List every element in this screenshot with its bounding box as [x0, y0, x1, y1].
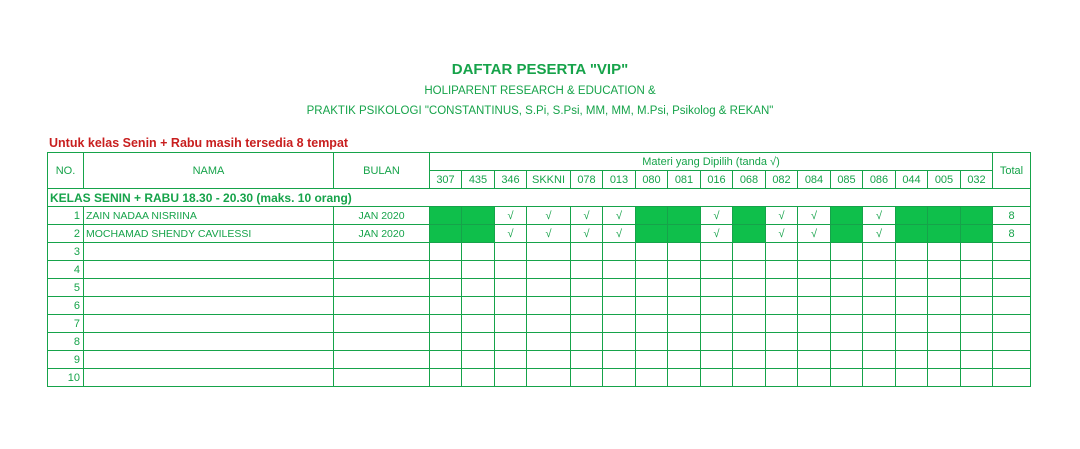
filled-cell [462, 207, 495, 225]
empty-cell [668, 243, 701, 261]
empty-cell [896, 333, 928, 351]
check-mark: √ [495, 225, 527, 243]
empty-cell [896, 261, 928, 279]
empty-cell [896, 279, 928, 297]
empty-cell [571, 243, 603, 261]
empty-cell [798, 243, 831, 261]
empty-cell [430, 351, 462, 369]
empty-cell [462, 261, 495, 279]
empty-cell [961, 297, 993, 315]
code-header-cell: 016 [701, 171, 733, 189]
empty-cell [527, 243, 571, 261]
empty-cell [831, 315, 863, 333]
empty-cell [636, 243, 668, 261]
row-number: 1 [48, 207, 84, 225]
row-total [993, 279, 1031, 297]
table-row [48, 279, 1031, 297]
empty-cell [462, 315, 495, 333]
participant-name [84, 333, 334, 351]
empty-cell [733, 279, 766, 297]
check-mark: √ [798, 225, 831, 243]
table-row [48, 297, 1031, 315]
empty-cell [831, 261, 863, 279]
empty-cell [961, 261, 993, 279]
empty-cell [798, 333, 831, 351]
row-number: 3 [48, 243, 84, 261]
empty-cell [636, 315, 668, 333]
empty-cell [733, 369, 766, 387]
empty-cell [668, 333, 701, 351]
header-name: NAMA [84, 153, 334, 189]
filled-cell [928, 225, 961, 243]
empty-cell [462, 297, 495, 315]
empty-cell [961, 369, 993, 387]
empty-cell [603, 261, 636, 279]
code-header-cell: 086 [863, 171, 896, 189]
participant-name [84, 369, 334, 387]
empty-cell [495, 333, 527, 351]
empty-cell [961, 351, 993, 369]
filled-cell [636, 207, 668, 225]
empty-cell [798, 351, 831, 369]
empty-cell [495, 243, 527, 261]
code-header-cell: 081 [668, 171, 701, 189]
filled-cell [961, 207, 993, 225]
empty-cell [928, 315, 961, 333]
empty-cell [527, 333, 571, 351]
check-mark: √ [863, 207, 896, 225]
empty-cell [863, 243, 896, 261]
empty-cell [636, 333, 668, 351]
participant-name: MOCHAMAD SHENDY CAVILESSI [84, 225, 334, 243]
participant-month [334, 351, 430, 369]
participant-table [47, 152, 1031, 387]
row-total [993, 261, 1031, 279]
check-mark: √ [603, 225, 636, 243]
empty-cell [462, 243, 495, 261]
empty-cell [430, 243, 462, 261]
filled-cell [430, 207, 462, 225]
empty-cell [766, 297, 798, 315]
empty-cell [863, 261, 896, 279]
participant-month [334, 297, 430, 315]
filled-cell [733, 225, 766, 243]
row-number: 10 [48, 369, 84, 387]
filled-cell [733, 207, 766, 225]
participant-name [84, 297, 334, 315]
empty-cell [928, 279, 961, 297]
empty-cell [831, 351, 863, 369]
empty-cell [928, 261, 961, 279]
organizer-line-2: PRAKTIK PSIKOLOGI "CONSTANTINUS, S.Pi, S.Psi, MM, MM, M.Psi, Psikolog & REKAN" [306, 105, 774, 117]
participant-month [334, 279, 430, 297]
empty-cell [863, 297, 896, 315]
empty-cell [527, 315, 571, 333]
table-row [48, 261, 1031, 279]
table-row [48, 333, 1031, 351]
empty-cell [798, 261, 831, 279]
empty-cell [462, 351, 495, 369]
code-header-cell: 435 [462, 171, 495, 189]
check-mark: √ [701, 207, 733, 225]
empty-cell [701, 243, 733, 261]
empty-cell [701, 279, 733, 297]
check-mark: √ [863, 225, 896, 243]
empty-cell [928, 243, 961, 261]
empty-cell [733, 333, 766, 351]
empty-cell [571, 351, 603, 369]
empty-cell [668, 369, 701, 387]
row-total [993, 315, 1031, 333]
empty-cell [896, 297, 928, 315]
empty-cell [668, 261, 701, 279]
table-row [48, 243, 1031, 261]
empty-cell [430, 279, 462, 297]
empty-cell [701, 333, 733, 351]
empty-cell [928, 369, 961, 387]
empty-cell [603, 315, 636, 333]
empty-cell [495, 369, 527, 387]
empty-cell [961, 333, 993, 351]
empty-cell [831, 243, 863, 261]
empty-cell [430, 333, 462, 351]
empty-cell [527, 351, 571, 369]
empty-cell [701, 351, 733, 369]
code-header-cell: 346 [495, 171, 527, 189]
empty-cell [668, 297, 701, 315]
table-row [48, 315, 1031, 333]
row-number: 7 [48, 315, 84, 333]
filled-cell [928, 207, 961, 225]
code-header-cell: 032 [961, 171, 993, 189]
empty-cell [495, 297, 527, 315]
participant-name [84, 279, 334, 297]
table-row [48, 207, 1031, 225]
empty-cell [636, 279, 668, 297]
participant-name [84, 315, 334, 333]
empty-cell [766, 369, 798, 387]
empty-cell [896, 315, 928, 333]
check-mark: √ [701, 225, 733, 243]
empty-cell [430, 261, 462, 279]
empty-cell [798, 279, 831, 297]
empty-cell [527, 261, 571, 279]
empty-cell [798, 315, 831, 333]
row-total: 8 [993, 225, 1031, 243]
participant-name [84, 351, 334, 369]
empty-cell [863, 369, 896, 387]
empty-cell [430, 369, 462, 387]
empty-cell [668, 351, 701, 369]
empty-cell [733, 243, 766, 261]
empty-cell [636, 369, 668, 387]
participant-month [334, 333, 430, 351]
empty-cell [863, 315, 896, 333]
empty-cell [766, 279, 798, 297]
check-mark: √ [495, 207, 527, 225]
empty-cell [701, 261, 733, 279]
filled-cell [636, 225, 668, 243]
code-header-cell: 082 [766, 171, 798, 189]
header-materi: Materi yang Dipilih (tanda √) [430, 153, 993, 171]
table-row [48, 225, 1031, 243]
check-mark: √ [766, 225, 798, 243]
code-header-cell: 005 [928, 171, 961, 189]
empty-cell [831, 279, 863, 297]
empty-cell [571, 261, 603, 279]
code-header-cell: 084 [798, 171, 831, 189]
empty-cell [766, 261, 798, 279]
code-header-cell: SKKNI [527, 171, 571, 189]
organizer-line-1: HOLIPARENT RESEARCH & EDUCATION & [424, 85, 656, 97]
empty-cell [961, 279, 993, 297]
filled-cell [896, 207, 928, 225]
empty-cell [701, 315, 733, 333]
empty-cell [571, 297, 603, 315]
check-mark: √ [527, 207, 571, 225]
empty-cell [603, 369, 636, 387]
header-no: NO. [48, 153, 84, 189]
empty-cell [733, 261, 766, 279]
row-total [993, 333, 1031, 351]
row-number: 6 [48, 297, 84, 315]
empty-cell [863, 279, 896, 297]
filled-cell [831, 207, 863, 225]
row-number: 8 [48, 333, 84, 351]
empty-cell [603, 351, 636, 369]
row-number: 9 [48, 351, 84, 369]
code-header-cell: 307 [430, 171, 462, 189]
empty-cell [928, 351, 961, 369]
empty-cell [863, 333, 896, 351]
empty-cell [831, 333, 863, 351]
empty-cell [896, 369, 928, 387]
header-total: Total [993, 153, 1031, 189]
header-bulan: BULAN [334, 153, 430, 189]
filled-cell [668, 207, 701, 225]
empty-cell [961, 243, 993, 261]
check-mark: √ [766, 207, 798, 225]
empty-cell [668, 279, 701, 297]
participant-month: JAN 2020 [334, 207, 430, 225]
code-header-cell: 013 [603, 171, 636, 189]
empty-cell [603, 297, 636, 315]
row-total [993, 297, 1031, 315]
filled-cell [896, 225, 928, 243]
section-label: KELAS SENIN + RABU 18.30 - 20.30 (maks. 10 orang) [48, 189, 1031, 207]
empty-cell [863, 351, 896, 369]
row-total [993, 351, 1031, 369]
participant-month: JAN 2020 [334, 225, 430, 243]
participant-month [334, 369, 430, 387]
empty-cell [928, 297, 961, 315]
empty-cell [766, 243, 798, 261]
empty-cell [961, 315, 993, 333]
empty-cell [636, 261, 668, 279]
row-total [993, 243, 1031, 261]
participant-month [334, 315, 430, 333]
empty-cell [798, 369, 831, 387]
empty-cell [571, 333, 603, 351]
empty-cell [495, 315, 527, 333]
filled-cell [430, 225, 462, 243]
empty-cell [571, 369, 603, 387]
filled-cell [961, 225, 993, 243]
empty-cell [928, 333, 961, 351]
row-total [993, 369, 1031, 387]
check-mark: √ [798, 207, 831, 225]
empty-cell [701, 369, 733, 387]
empty-cell [495, 351, 527, 369]
empty-cell [603, 333, 636, 351]
document-title: DAFTAR PESERTA "VIP" [451, 61, 629, 78]
check-mark: √ [527, 225, 571, 243]
empty-cell [733, 315, 766, 333]
empty-cell [430, 315, 462, 333]
empty-cell [636, 351, 668, 369]
empty-cell [766, 315, 798, 333]
row-number: 2 [48, 225, 84, 243]
empty-cell [527, 369, 571, 387]
participant-name: ZAIN NADAA NISRIINA [84, 207, 334, 225]
filled-cell [668, 225, 701, 243]
empty-cell [603, 279, 636, 297]
empty-cell [527, 279, 571, 297]
empty-cell [668, 315, 701, 333]
table-row [48, 351, 1031, 369]
participant-month [334, 243, 430, 261]
section-row [48, 189, 1031, 207]
code-header-cell: 068 [733, 171, 766, 189]
empty-cell [831, 369, 863, 387]
row-number: 4 [48, 261, 84, 279]
empty-cell [462, 279, 495, 297]
empty-cell [571, 279, 603, 297]
code-header-cell: 080 [636, 171, 668, 189]
availability-notice: Untuk kelas Senin + Rabu masih tersedia 8 tempat [49, 136, 349, 150]
empty-cell [831, 297, 863, 315]
filled-cell [831, 225, 863, 243]
code-header-cell: 085 [831, 171, 863, 189]
participant-month [334, 261, 430, 279]
empty-cell [636, 297, 668, 315]
code-header-cell: 078 [571, 171, 603, 189]
check-mark: √ [571, 225, 603, 243]
participant-name [84, 261, 334, 279]
check-mark: √ [603, 207, 636, 225]
check-mark: √ [571, 207, 603, 225]
filled-cell [462, 225, 495, 243]
empty-cell [462, 369, 495, 387]
participant-name [84, 243, 334, 261]
empty-cell [733, 297, 766, 315]
empty-cell [527, 297, 571, 315]
empty-cell [701, 297, 733, 315]
empty-cell [896, 243, 928, 261]
empty-cell [896, 351, 928, 369]
empty-cell [495, 279, 527, 297]
empty-cell [733, 351, 766, 369]
empty-cell [603, 243, 636, 261]
empty-cell [495, 261, 527, 279]
header-row [48, 153, 1031, 171]
code-header-cell: 044 [896, 171, 928, 189]
table-row [48, 369, 1031, 387]
empty-cell [766, 333, 798, 351]
empty-cell [766, 351, 798, 369]
empty-cell [798, 297, 831, 315]
empty-cell [462, 333, 495, 351]
empty-cell [430, 297, 462, 315]
row-total: 8 [993, 207, 1031, 225]
document-header [0, 60, 1080, 120]
empty-cell [571, 315, 603, 333]
row-number: 5 [48, 279, 84, 297]
